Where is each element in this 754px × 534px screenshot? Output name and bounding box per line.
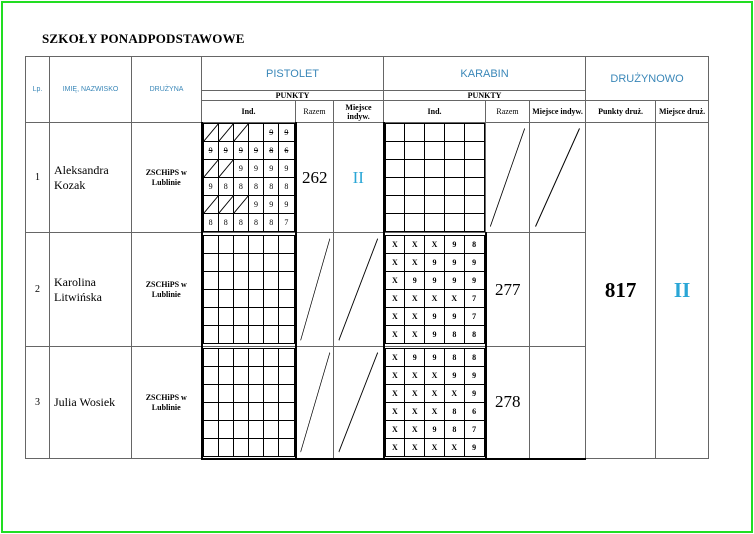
grid-cell: 9 [425,272,445,290]
rifle-place [530,233,586,347]
grid-cell: X [385,438,405,456]
pistol-total-crossed [296,233,334,347]
grid-cell: 6 [464,402,484,420]
rifle-ind-cell [384,233,486,347]
grid-cell: 9 [464,438,484,456]
grid-cell: X [405,402,425,420]
grid-cell: 8 [218,214,233,232]
grid-cell: 9 [264,124,279,142]
grid-cell: 9 [425,254,445,272]
grid-cell: 8 [248,214,263,232]
grid-cell: 8 [248,178,263,196]
pistol-grid-empty [203,348,295,457]
row-name: Julia Wosiek [50,347,132,459]
grid-cell: 9 [444,366,464,384]
pistol-grid-empty [203,235,295,344]
grid-cell: X [425,366,445,384]
lp-header: Lp. [26,57,50,123]
grid-cell: 9 [425,308,445,326]
team-header: DRUŻYNA [132,57,202,123]
pistol-total-crossed [296,347,334,459]
grid-cell: X [425,402,445,420]
grid-cell: 9 [279,160,294,178]
grid-cell: X [385,420,405,438]
grid-cell: X [405,236,425,254]
team-points-header: Punkty druż. [586,101,656,123]
grid-cell: X [425,236,445,254]
pistol-ind-cell [202,233,296,347]
grid-cell: X [444,290,464,308]
row-lp: 2 [26,233,50,347]
pistol-ind-header: Ind. [202,101,296,123]
grid-cell: 7 [464,420,484,438]
grid-cell: X [405,366,425,384]
grid-cell: 9 [233,160,248,178]
team-place-header: Miejsce druż. [656,101,709,123]
rifle-sum-header: Razem [486,101,530,123]
grid-cell: X [405,290,425,308]
slash-mark [218,196,233,214]
slash-mark [233,196,248,214]
pistol-place-crossed [334,233,384,347]
grid-cell: 8 [264,142,279,160]
row-name: Karolina Litwińska [50,233,132,347]
pistol-place-crossed [334,347,384,459]
pistol-ind-cell [202,123,296,233]
grid-cell: 8 [464,326,484,344]
grid-cell: X [405,384,425,402]
grid-cell: 9 [279,124,294,142]
slash-mark [218,124,233,142]
grid-cell: 8 [444,326,464,344]
grid-cell [248,124,263,142]
grid-cell: 9 [425,348,445,366]
row-team: ZSCHiPS w Lublinie [132,123,202,233]
rifle-header: KARABIN [384,57,586,91]
pistol-place-header: Miejsce indyw. [334,101,384,123]
name-header: IMIĘ, NAZWISKO [50,57,132,123]
pistol-points-header: PUNKTY [202,91,384,101]
grid-cell: 9 [279,196,294,214]
grid-cell: 7 [279,214,294,232]
grid-cell: 8 [203,214,218,232]
results-table [25,56,709,460]
row-name: Aleksandra Kozak [50,123,132,233]
grid-cell: X [385,290,405,308]
grid-cell: 9 [233,142,248,160]
rifle-grid [385,235,485,344]
grid-cell: 7 [464,290,484,308]
team-section-header: DRUŻYNOWO [586,57,709,101]
grid-cell: X [425,384,445,402]
grid-cell: X [444,438,464,456]
rifle-total-crossed [486,123,530,233]
grid-cell: X [385,254,405,272]
rifle-place-crossed [530,123,586,233]
rifle-place [530,347,586,459]
pistol-place: II [334,123,384,233]
grid-cell: 9 [425,326,445,344]
grid-cell: X [385,384,405,402]
grid-cell: 9 [444,308,464,326]
grid-cell: 8 [264,214,279,232]
grid-cell: 9 [405,348,425,366]
rifle-points-header: PUNKTY [384,91,586,101]
grid-cell: X [385,272,405,290]
grid-cell: 8 [264,178,279,196]
grid-cell: 9 [248,160,263,178]
grid-cell: X [385,366,405,384]
grid-cell: 9 [425,420,445,438]
slash-mark [203,196,218,214]
grid-cell: X [385,236,405,254]
team-points: 817 [586,123,656,459]
grid-cell: 8 [444,402,464,420]
team-place: II [656,123,709,459]
grid-cell: 7 [464,308,484,326]
rifle-ind-cell [384,347,486,459]
grid-cell: 9 [444,236,464,254]
grid-cell: 8 [233,178,248,196]
grid-cell: 9 [248,142,263,160]
grid-cell: 9 [444,254,464,272]
grid-cell: X [385,402,405,420]
grid-cell: X [405,308,425,326]
grid-cell: 8 [279,178,294,196]
grid-cell: 8 [444,420,464,438]
row-lp: 3 [26,347,50,459]
grid-cell: 9 [464,272,484,290]
grid-cell: 8 [233,214,248,232]
pistol-ind-cell [202,347,296,459]
page-title: SZKOŁY PONADPODSTAWOWE [42,31,245,46]
grid-cell: 9 [464,384,484,402]
slash-mark [203,160,218,178]
slash-mark [203,124,218,142]
rifle-ind-header: Ind. [384,101,486,123]
grid-cell: 6 [279,142,294,160]
grid-cell: 9 [218,142,233,160]
grid-cell: X [425,290,445,308]
table-row [26,123,709,233]
grid-cell: X [405,254,425,272]
grid-cell: 9 [248,196,263,214]
grid-cell: X [405,326,425,344]
row-team: ZSCHiPS w Lublinie [132,233,202,347]
row-lp: 1 [26,123,50,233]
grid-cell: X [405,438,425,456]
grid-cell: X [385,326,405,344]
grid-cell: X [385,308,405,326]
rifle-grid-empty [385,123,486,232]
grid-cell: 9 [405,272,425,290]
row-team: ZSCHiPS w Lublinie [132,347,202,459]
grid-cell: 9 [444,272,464,290]
grid-cell: 9 [203,178,218,196]
grid-cell: X [405,420,425,438]
rifle-grid [385,348,485,457]
grid-cell: 8 [464,348,484,366]
pistol-header: PISTOLET [202,57,384,91]
pistol-grid [203,123,295,232]
rifle-total: 278 [486,347,530,459]
rifle-ind-cell [384,123,486,233]
grid-cell: X [444,384,464,402]
slash-mark [233,124,248,142]
rifle-place-header: Miejsce indyw. [530,101,586,123]
rifle-total: 277 [486,233,530,347]
grid-cell: X [425,438,445,456]
slash-mark [218,160,233,178]
grid-cell: 9 [264,160,279,178]
grid-cell: 9 [203,142,218,160]
grid-cell: 8 [444,348,464,366]
grid-cell: 9 [264,196,279,214]
pistol-sum-header: Razem [296,101,334,123]
pistol-total: 262 [296,123,334,233]
grid-cell: 9 [464,366,484,384]
grid-cell: X [385,348,405,366]
grid-cell: 8 [464,236,484,254]
grid-cell: 9 [464,254,484,272]
grid-cell: 8 [218,178,233,196]
